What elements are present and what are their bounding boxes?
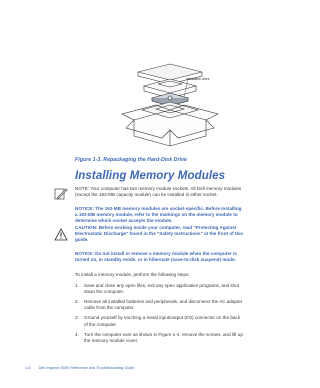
hard-disk-packaging-illustration bbox=[100, 60, 240, 150]
page-number: 1-6 bbox=[25, 366, 31, 370]
figure-caption: Figure 1-3. Repackaging the Hard-Disk Drive bbox=[75, 157, 187, 163]
step-text: Ground yourself by touching a metal input/output (I/O) connector on the back of the computer. bbox=[84, 315, 241, 327]
step-text: Remove all installed batteries and peripherals, and disconnect the AC adapter cable from the computer. bbox=[84, 299, 243, 311]
steps-list bbox=[75, 283, 245, 348]
notice-text: NOTICE: The 192-MB memory modules are socket-specific. Before installing a 192-MB memory module, refer to the markings on the memory module to determine which socket accepts the module. bbox=[75, 206, 242, 224]
pencil-note-icon bbox=[54, 187, 68, 201]
list-item bbox=[75, 315, 245, 327]
step-number: 3. bbox=[75, 315, 79, 321]
warning-triangle-icon bbox=[54, 228, 68, 241]
page-footer bbox=[25, 366, 134, 370]
step-number: 1. bbox=[75, 283, 79, 288]
section-title: Installing Memory Modules bbox=[75, 170, 226, 182]
list-item bbox=[75, 332, 245, 344]
figure-callout: hard-disk drive bbox=[186, 77, 210, 81]
notice-text-2: NOTICE: Do not install or remove a memory module when the computer is turned on, in standby mode, or in hibernate (save-to-disk suspend) mode. bbox=[75, 251, 237, 263]
note-text: NOTE: Your computer has two memory module sockets. All Dell memory modules (except the 192-MB capacity module) can be installed in either socket. bbox=[75, 186, 242, 198]
step-text: Turn the computer over as shown in Figure 1-4, remove the screws, and lift up the memory module cover. bbox=[84, 331, 243, 343]
footer-title: Dell Inspiron 5000 Reference and Troubleshooting Guide bbox=[38, 366, 135, 370]
step-text: Save and close any open files, exit any open application programs, and shut down the computer. bbox=[84, 283, 240, 295]
step-number: 2. bbox=[75, 299, 79, 305]
list-item bbox=[75, 283, 245, 295]
caution-text: CAUTION: Before working inside your computer, read "Protecting Against Electrostatic Discharge" found in the "Safety Instructions" at the front of this guide. bbox=[75, 225, 244, 243]
steps-intro: To install a memory module, perform the following steps: bbox=[75, 272, 190, 277]
step-number: 4. bbox=[75, 331, 79, 337]
list-item bbox=[75, 299, 245, 311]
